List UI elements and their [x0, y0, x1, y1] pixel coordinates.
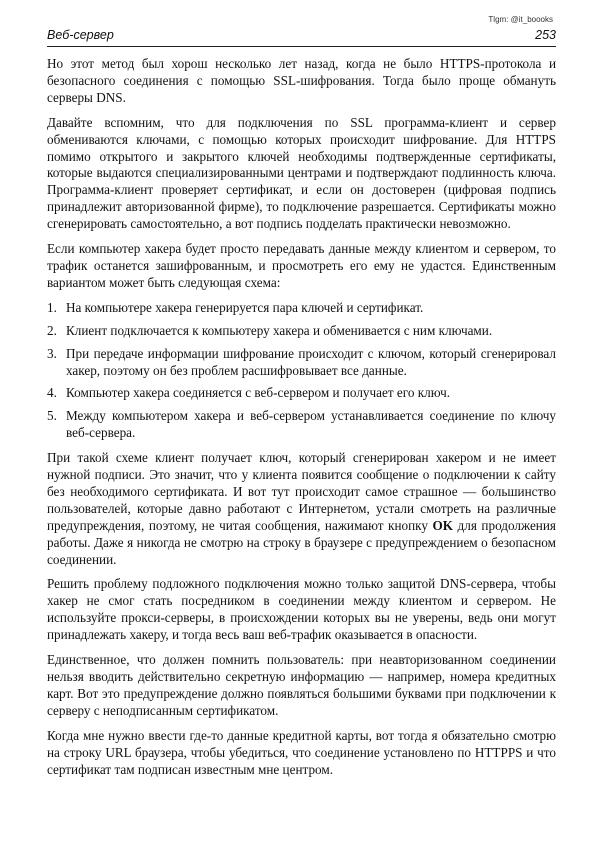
list-number: 3.	[47, 345, 57, 361]
paragraph	[47, 450, 556, 568]
text-run: для продолжения работы. Даже я никогда не смотрю на строку в браузере с предупреждением о безопасном соединении.	[47, 517, 556, 567]
section-title: Веб-сервер	[47, 28, 114, 42]
paragraph: Но этот метод был хорош несколько лет назад, когда не было HTTPS-протокола и безопасного соединения с помощью SSL-шифрования. Тогда было проще обмануть серверы DNS.	[47, 56, 556, 105]
ok-keyword: OK	[432, 517, 454, 533]
page-number: 253	[535, 28, 556, 42]
paragraph: Решить проблему подложного подключения можно только защитой DNS-сервера, чтобы хакер не смог стать посредником в соединении между клиентом и сервером. Не используйте прокси-серверы, в происхождении которых вы не уверены, ведь они могут принадлежать хакеру, и тогда весь ваш веб-трафик оказывается в опасности.	[47, 576, 556, 643]
list-number: 4.	[47, 385, 57, 401]
paragraph: Если компьютер хакера будет просто передавать данные между клиентом и сервером, то трафик останется зашифрованным, и просмотреть его ему не удастся. Единственным вариантом может быть следующая схема:	[47, 241, 556, 290]
list-text: Между компьютером хакера и веб-сервером устанавливается соединение по ключу веб-сервера.	[66, 408, 556, 441]
paragraph: Когда мне нужно ввести где-то данные кредитной карты, вот тогда я обязательно смотрю на строку URL браузера, чтобы убедиться, что соединение установлено по HTTPPS и что сертификат там подписан известным мне центром.	[47, 727, 556, 777]
scheme-steps-list	[47, 300, 556, 442]
page-body	[47, 56, 556, 786]
paragraph: Давайте вспомним, что для подключения по SSL программа-клиент и сервер обмениваются ключами, с помощью которых происходит шифрование. Для HTTPS помимо открытого и закрытого ключей необходимы подтвержденные сертификаты, которые выдаются специализированными центрами и подтверждают подлинность ключа. Программа-клиент проверяет сертификат, и если он достоверен (цифровая подпись принадлежит авторизованной фирме), то подключение разрешается. Сертификаты можно сгенерировать самостоятельно, а вот подпись подделать практически невозможно.	[47, 114, 556, 232]
list-text: На компьютере хакера генерируется пара ключей и сертификат.	[66, 299, 424, 315]
list-item	[47, 300, 556, 317]
text-run: При такой схеме клиент получает ключ, который сгенерирован хакером и не имеет нужной подписи. Это значит, что у клиента появится сообщение о подключении к сайту без необходимого сертификата. И вот тут происходит самое страшное — большинство пользователей, которые давно работают с Интернетом, устали смотреть на различные предупреждения, поэтому, не читая сообщения, нажимают кнопку	[47, 450, 556, 533]
watermark: Tlgm: @it_boooks	[488, 15, 553, 24]
list-item	[47, 346, 556, 380]
list-number: 1.	[47, 299, 57, 315]
list-text: Компьютер хакера соединяется с веб-сервером и получает его ключ.	[66, 385, 450, 401]
list-text: Клиент подключается к компьютеру хакера и обменивается с ним ключами.	[66, 322, 493, 338]
list-number: 5.	[47, 408, 57, 424]
list-item	[47, 408, 556, 442]
list-text: При передаче информации шифрование происходит с ключом, который сгенерировал хакер, поэтому он без проблем расшифровывает все данные.	[66, 345, 556, 378]
paragraph: Единственное, что должен помнить пользователь: при неавторизованном соединении нельзя вводить действительно секретную информацию — например, номера кредитных карт. Вот это предупреждение должно появляться большими буквами при подключении к серверу с неподписанным сертификатом.	[47, 652, 556, 718]
list-item	[47, 385, 556, 402]
running-header	[47, 28, 556, 47]
list-item	[47, 323, 556, 340]
list-number: 2.	[47, 322, 57, 338]
